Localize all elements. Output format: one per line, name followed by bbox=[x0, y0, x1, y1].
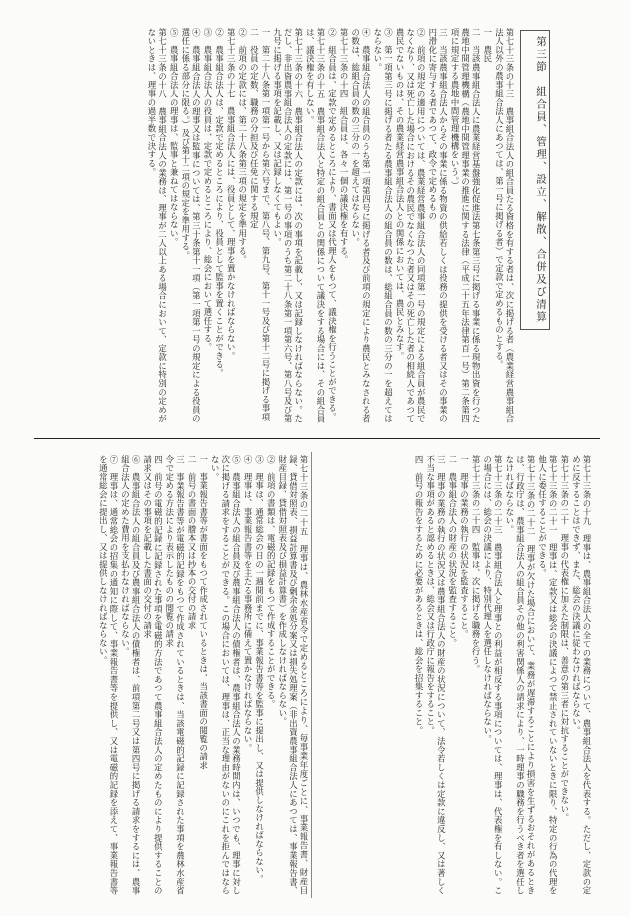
paragraph: 第七十三条の二十五 理事は、農林水産省令で定めるところにより、毎事業年度ごとに、事業報告書、財産目録、貸借対照表、損益計算書及び剰余金処分案又は損失処理案（非出資農事組合法人にあつては、事業報告書、財産目録、貸借対照表及び損益計算書）を作成しなければならない。 bbox=[277, 455, 309, 895]
paragraph: 一 農民 bbox=[482, 28, 493, 63]
paragraph: ④ 理事は、事業報告書等を主たる事務所に備えて置かなければならない。 bbox=[243, 455, 254, 753]
paragraph: 第七十三条の十六 農事組合法人の定款には、次の事項を記載し、又は記録しなければならない。ただし、非出資農事組合法人の定款には、第一号の事項のうち第二十八条第一項第六号、第八号及び第九号に掲げる事項を記載し、又は記録しなくてもよい。 bbox=[272, 28, 304, 423]
paragraph: ⑤ 農事組合法人の理事は、監事と兼ねてはならない。 bbox=[169, 28, 180, 247]
paragraph: 第七十三条の二十三 農事組合法人と理事との利益が相反する事項については、理事は、代表権を有しない。この場合には、総会の決議により、特別代理人を選任しなければならない。 bbox=[482, 455, 504, 895]
paragraph: 第七十三条の二十 理事の代表権に加えた制限は、善意の第三者に対抗することができない。 bbox=[559, 455, 570, 823]
paragraph: 二 農事組合法人の財産の状況を監査すること。 bbox=[447, 455, 458, 648]
horizontal-divider bbox=[34, 438, 600, 439]
paragraph: 一 事業報告書等が書面をもつて作成されているときは、当該書面の閲覧の請求 bbox=[198, 455, 209, 770]
paragraph: 第七十三条の十七 農事組合法人には、役員として、理事を置かなければならない。 bbox=[226, 28, 237, 361]
upper-text-block bbox=[90, 28, 515, 423]
paragraph: ② 組合員は、定款で定めるところにより、書面又は代理人をもつて、議決権を行うことができる。 bbox=[327, 28, 338, 422]
lower-right-text-block bbox=[312, 455, 592, 895]
paragraph: ⑦ 理事は、通常総会の招集の通知に際して、事業報告書等を提供し、又は電磁的記録を添えて、事業報告書等を通常総会に提出し、又は提供しなければならない。 bbox=[98, 455, 119, 895]
lower-left-text-block bbox=[44, 455, 309, 895]
paragraph: 第七十三条の十九 理事は、農事組合法人の全ての業務について、農事組合法人を代表する。ただし、定款の定めに反することはできず、また、総会の決議に従わなければならない。 bbox=[571, 455, 592, 895]
paragraph: 第七十三条の二十二 理事が欠けた場合において、業務が遅滞することにより損害を生ずるおそれがあるときは、行政庁は、農事組合法人の組合員その他の利害関係人の請求により、一時理事の職務を行うべき者を選任しなければならない。 bbox=[504, 455, 537, 895]
paragraph: 二 役員の定数、職務の分担及び任免に関する規定 bbox=[249, 28, 260, 230]
paragraph: ② 農事組合法人は、定款で定めるところにより、役員として監事を置くことができる。 bbox=[214, 28, 225, 378]
paragraph: 第七十三条の十五 農事組合法人と特定の組合員との関係について議決をする場合には、その組合員は、議決権を有しない。 bbox=[305, 28, 326, 423]
paragraph: 一 第二十八条第一項第一号から第六号まで、第八号、第九号、第十一号及び第十二号に掲げる事項 bbox=[260, 28, 271, 422]
paragraph: 第七十三条の二十四 監事は、次に掲げる職務を行う。 bbox=[471, 455, 482, 674]
paragraph: 二 当該農事組合法人に農業経営基盤強化促進法第七条第三号に掲げる事業に係る現物出資を行つた農地中間管理機構（農地中間管理事業の推進に関する法律（平成二十五年法律第百一号）第二条第四項に規定する農地中間管理機構をいう。） bbox=[450, 28, 482, 423]
paragraph: 三 事業報告書等が電磁的記録をもつて作成されているときは、当該電磁的記録に記録された事項を農林水産省令で定める方法により表示したものの閲覧の請求 bbox=[164, 455, 186, 895]
paragraph: 三 理事の業務の執行の状況又は農事組合法人の財産の状況について、法令若しくは定款に違反し、又は著しく不当な事項があると認めるときは、総会又は行政庁に報告をすること。 bbox=[425, 455, 447, 895]
paragraph: 一 理事の業務の執行の状況を監査すること。 bbox=[459, 455, 470, 639]
paragraph: ③ 理事は、通常総会の日の一週間前までに、事業報告書等を監事に提出し、又は提供しなければならない。 bbox=[254, 455, 265, 884]
paragraph: ⑥ 農事組合法人の組合員及び農事組合法人の債権者は、前項第二号又は第四号に掲げる請求をするには、農事組合法人の定めた費用を支払わなければならない。 bbox=[120, 455, 142, 895]
paragraph: ⑤ 農事組合法人の組合員及び農事組合法人の債権者は、農事組合法人の業務時間内は、いつでも、理事に対し次に掲げる請求をすることができる。この場合においては、理事は、正当な理由がないのにこれを拒んではならない。 bbox=[210, 455, 242, 895]
paragraph: 四 前号の電磁的記録に記録された事項を電磁的方法であつて農事組合法人の定めたものにより提供することの請求又はその事項を記載した書面の交付の請求 bbox=[142, 455, 164, 895]
paragraph: 第七十三条の十八 農事組合法人の業務は、理事が二人以上ある場合において、定款に特別の定めがないときは、理事の過半数で決する。 bbox=[147, 28, 168, 423]
paragraph: ④ 農事組合法人の理事又は監事については、第三十条第十一項（第一項第一号の規定による役員の選任に係る部分に限る。）及び第十二項の規定を準用する。 bbox=[180, 28, 202, 423]
paragraph: 第七十三条の二十一 理事は、定款又は総会の決議によつて禁止されていないときに限り、特定の行為の代理を他人に委任することができる。 bbox=[537, 455, 559, 895]
paragraph: ② 前項の定款には、第二十八条第三項の規定を準用する。 bbox=[237, 28, 248, 264]
section-heading: 第三節 組合員、管理、設立、解散、合併及び清算 bbox=[520, 30, 550, 330]
paragraph: ③ 農事組合法人の役員は、定款で定めるところにより、総会において選任する。 bbox=[202, 28, 213, 352]
paragraph: ④ 農事組合法人の組合員のうち第一項第四号に掲げる者及び前項の規定により農民とみなされる者の数は、総組合員の数の三分の一を超えてはならない。 bbox=[350, 28, 372, 423]
paragraph: ② 前項の規定の適用については、農業経営農事組合法人の同項第一号の規定による組合員が農民でなくなり、又は死亡した場合におけるその農民でなくなつた者又はその死亡した者の相続人であつて農民でないものは、その農業経営農事組合法人との関係においては、農民とみなす。 bbox=[395, 28, 427, 423]
paragraph: 第七十三条の十三 農事組合法人の組合員たる資格を有する者は、次に掲げる者（農業経営農事組合法人以外の農事組合法人にあつては、第一号に掲げる者）で定款で定めるものとする。 bbox=[494, 28, 515, 423]
paragraph: 第七十三条の十四 組合員は、各々一個の議決権を有する。 bbox=[339, 28, 350, 264]
paragraph: ② 前項の書類は、電磁的記録をもつて作成することができる。 bbox=[266, 455, 277, 709]
paragraph: ③ 第一項第三号に掲げる者たる農事組合法人の組合員の数は、総組合員の数の三分の一を超えてはならない。 bbox=[372, 28, 394, 423]
paragraph: 二 前号の書面の謄本又は抄本の交付の請求 bbox=[187, 455, 198, 630]
paragraph: 四 前号の報告をするために必要があるときは、総会を招集すること。 bbox=[414, 455, 425, 735]
paragraph: 三 当該農事組合法人からその事業に係る物資の供給若しくは役務の提供を受ける者又はその事業の円滑化に寄与する者であつて、政令で定めるもの bbox=[427, 28, 449, 423]
